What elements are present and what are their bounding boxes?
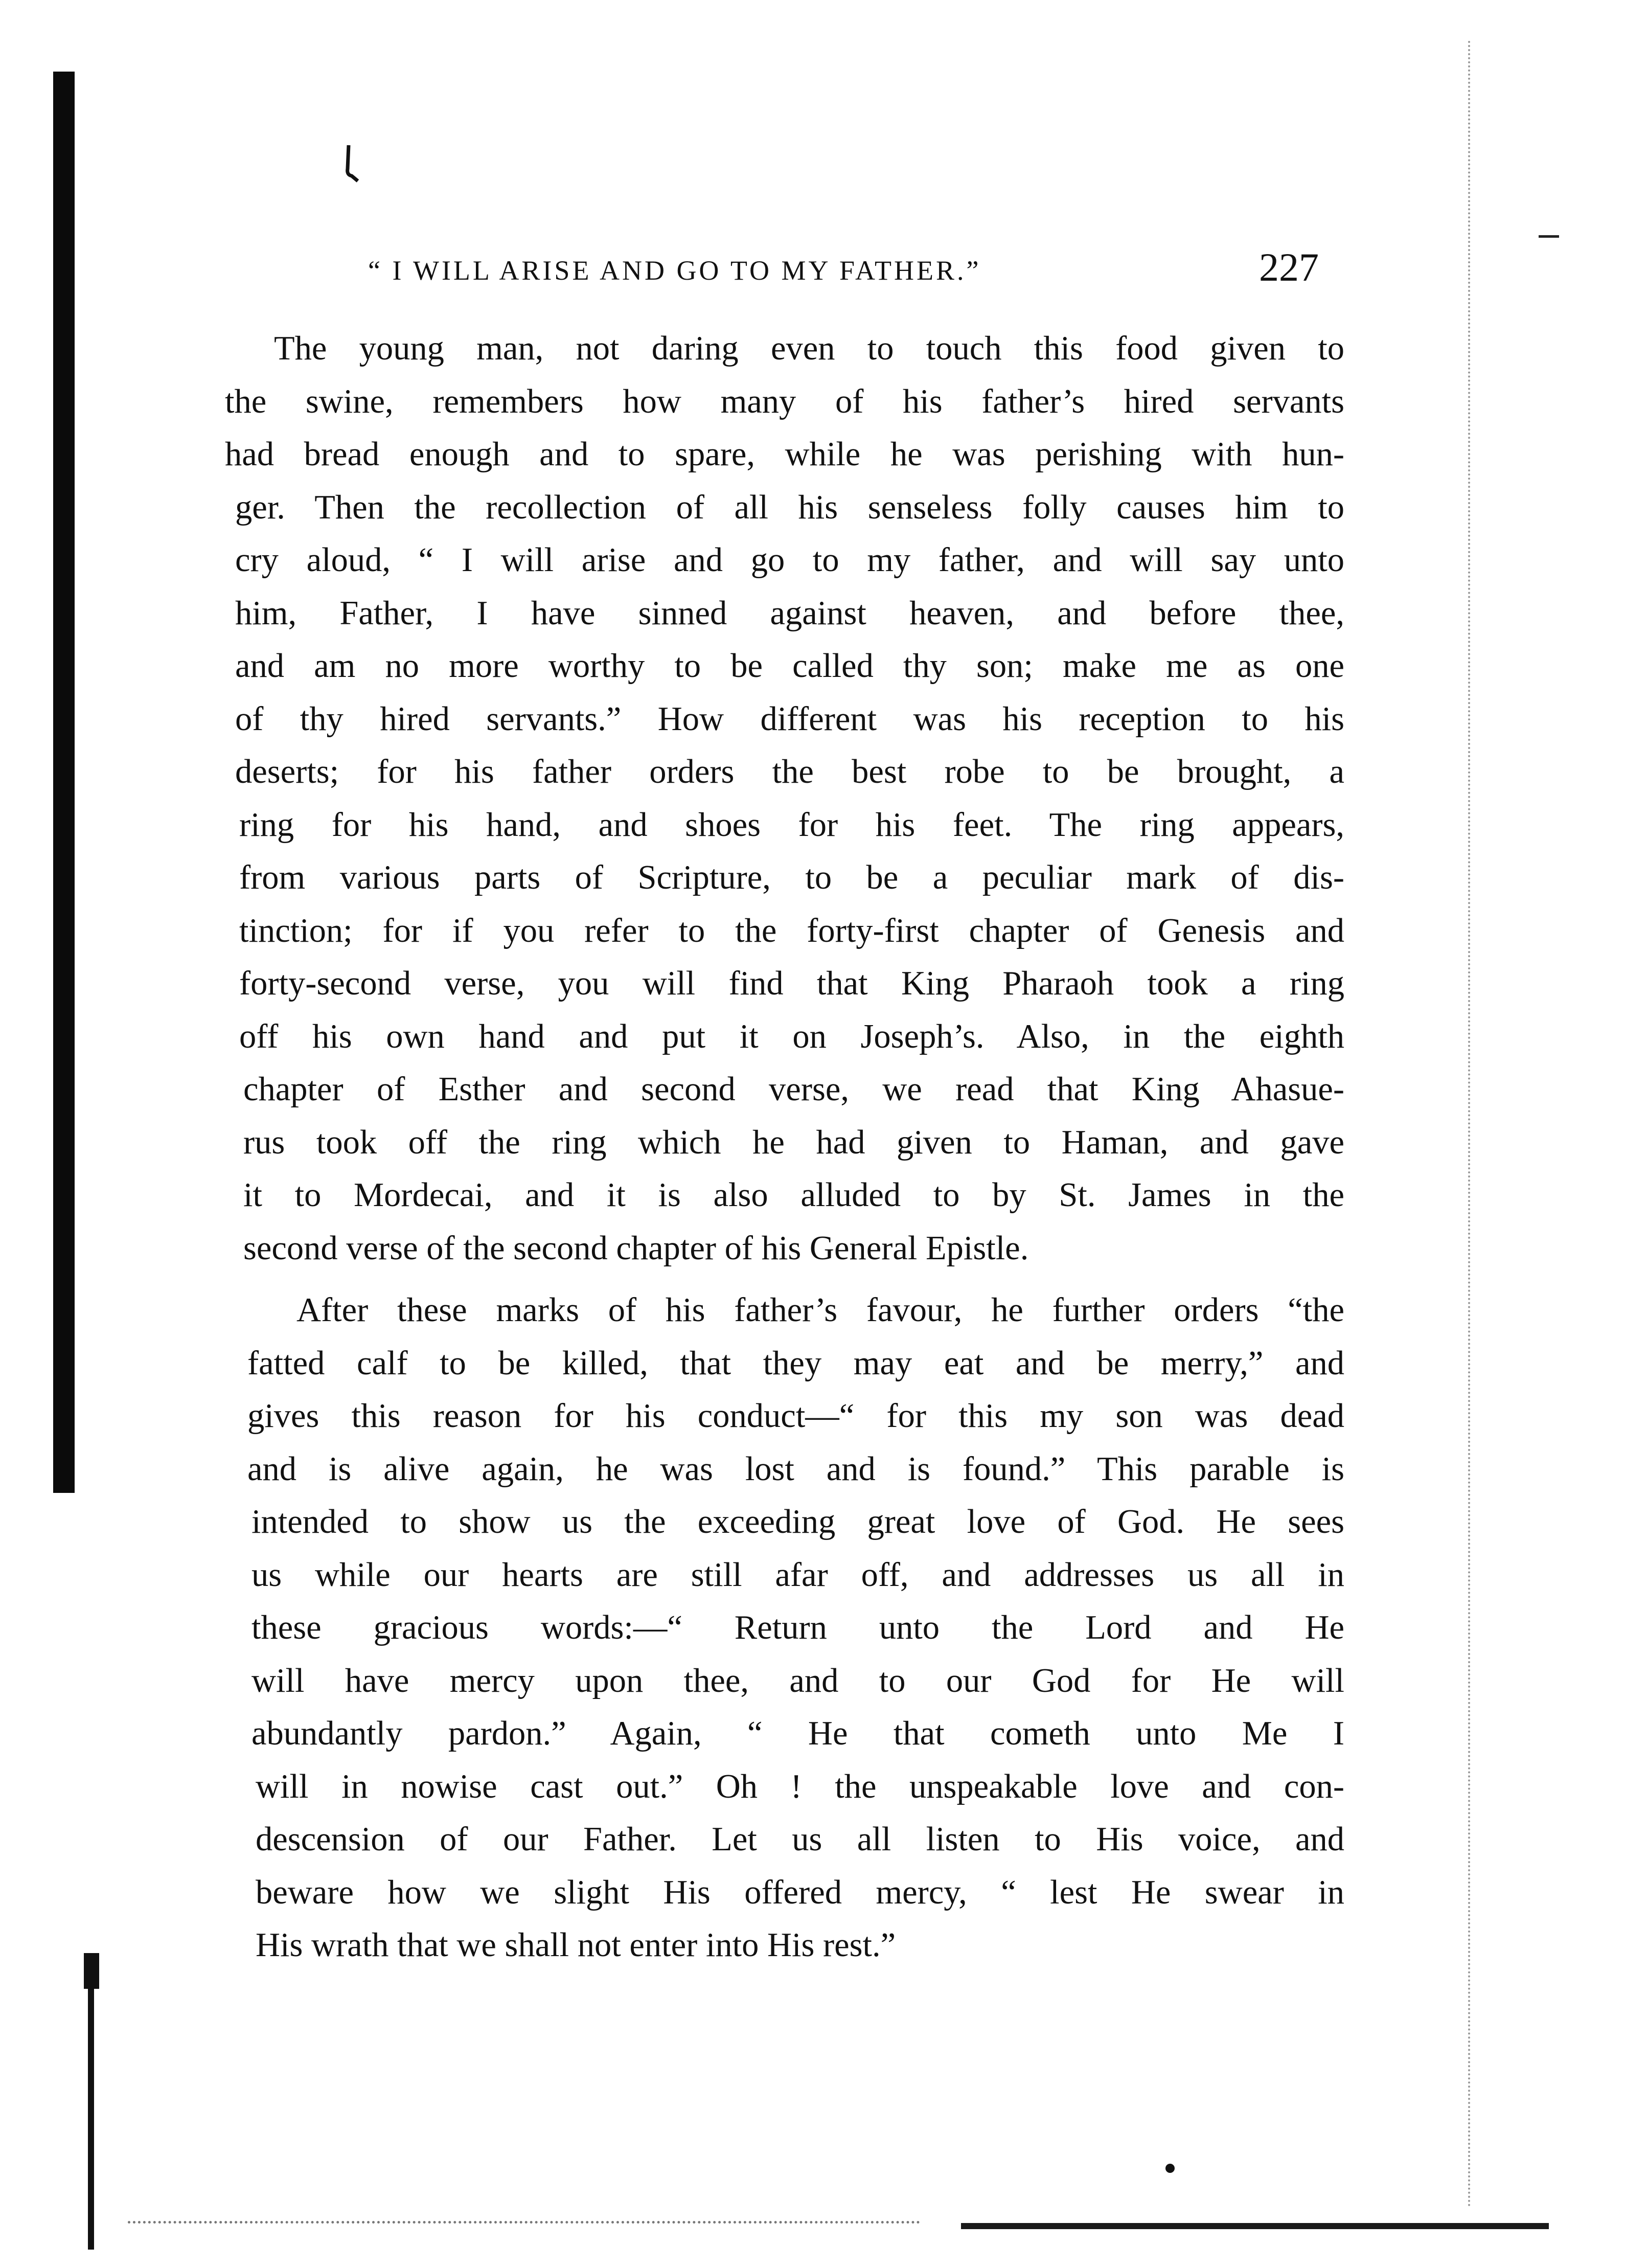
page-bottom-speckle <box>128 2217 920 2224</box>
ink-mark <box>342 143 363 191</box>
text-line: intended to show us the exceeding great love of God. He sees <box>251 1503 1344 1540</box>
text-line: fatted calf to be killed, that they may eat and be merry,” and <box>247 1344 1344 1382</box>
paragraph-1 <box>225 322 1344 1275</box>
scan-edge-line <box>88 1963 94 2250</box>
text-line: off his own hand and put it on Joseph’s. Also, in the eighth <box>239 1017 1344 1055</box>
text-line: us while our hearts are still afar off, and addresses us all in <box>251 1556 1344 1594</box>
text-line: forty-second verse, you will find that King Pharaoh took a ring <box>239 965 1344 1002</box>
text-line: gives this reason for his conduct—“ for this my son was dead <box>247 1397 1344 1435</box>
text-line: second verse of the second chapter of his General Epistle. <box>243 1229 1029 1267</box>
text-line: ger. Then the recollection of all his senseless folly causes him to <box>235 488 1344 526</box>
text-line: will in nowise cast out.” Oh ! the unspeakable love and con- <box>256 1767 1344 1805</box>
text-line: abundantly pardon.” Again, “ He that cometh unto Me I <box>251 1715 1344 1752</box>
page-number: 227 <box>1259 245 1319 289</box>
text-line: After these marks of his father’s favour, he further orders “the <box>296 1291 1344 1329</box>
text-line: from various parts of Scripture, to be a peculiar mark of dis- <box>239 859 1344 896</box>
text-line: had bread enough and to spare, while he was perishing with hun- <box>225 436 1344 473</box>
ink-dot <box>1165 2164 1175 2173</box>
text-line: rus took off the ring which he had given to Haman, and gave <box>243 1123 1344 1161</box>
text-line: and is alive again, he was lost and is found.” This parable is <box>247 1450 1344 1488</box>
text-line: ring for his hand, and shoes for his feet. The ring appears, <box>239 806 1344 844</box>
text-line: the swine, remembers how many of his father’s hired servants <box>225 382 1344 420</box>
text-line: him, Father, I have sinned against heaven, and before thee, <box>235 594 1344 632</box>
page-right-edge <box>1467 41 1470 2209</box>
text-line: descension of our Father. Let us all listen to His voice, and <box>256 1821 1344 1858</box>
scan-edge-shadow <box>53 72 75 1493</box>
page-header <box>368 244 1319 301</box>
margin-dash <box>1539 235 1559 238</box>
page-bottom-edge <box>961 2223 1549 2229</box>
text-line: chapter of Esther and second verse, we read that King Ahasue- <box>243 1071 1344 1108</box>
text-line: and am no more worthy to be called thy son; make me as one <box>235 647 1344 685</box>
text-line: cry aloud, “ I will arise and go to my father, and will say unto <box>235 541 1344 579</box>
text-line: tinction; for if you refer to the forty-first chapter of Genesis and <box>239 912 1344 949</box>
text-line: beware how we slight His offered mercy, “ lest He swear in <box>256 1873 1344 1911</box>
text-line: of thy hired servants.” How different was his reception to his <box>235 700 1344 738</box>
body-text <box>225 322 1344 1972</box>
text-line: will have mercy upon thee, and to our God for He will <box>251 1662 1344 1699</box>
text-line: The young man, not daring even to touch this food given to <box>274 330 1344 367</box>
text-line: it to Mordecai, and it is also alluded to by St. James in the <box>243 1176 1344 1214</box>
text-line: His wrath that we shall not enter into His rest.” <box>256 1926 896 1964</box>
paragraph-2 <box>225 1284 1344 1972</box>
text-line: deserts; for his father orders the best robe to be brought, a <box>235 753 1344 790</box>
running-head: “ I WILL ARISE AND GO TO MY FATHER.” <box>368 255 981 286</box>
text-line: these gracious words:—“ Return unto the Lord and He <box>251 1609 1344 1646</box>
